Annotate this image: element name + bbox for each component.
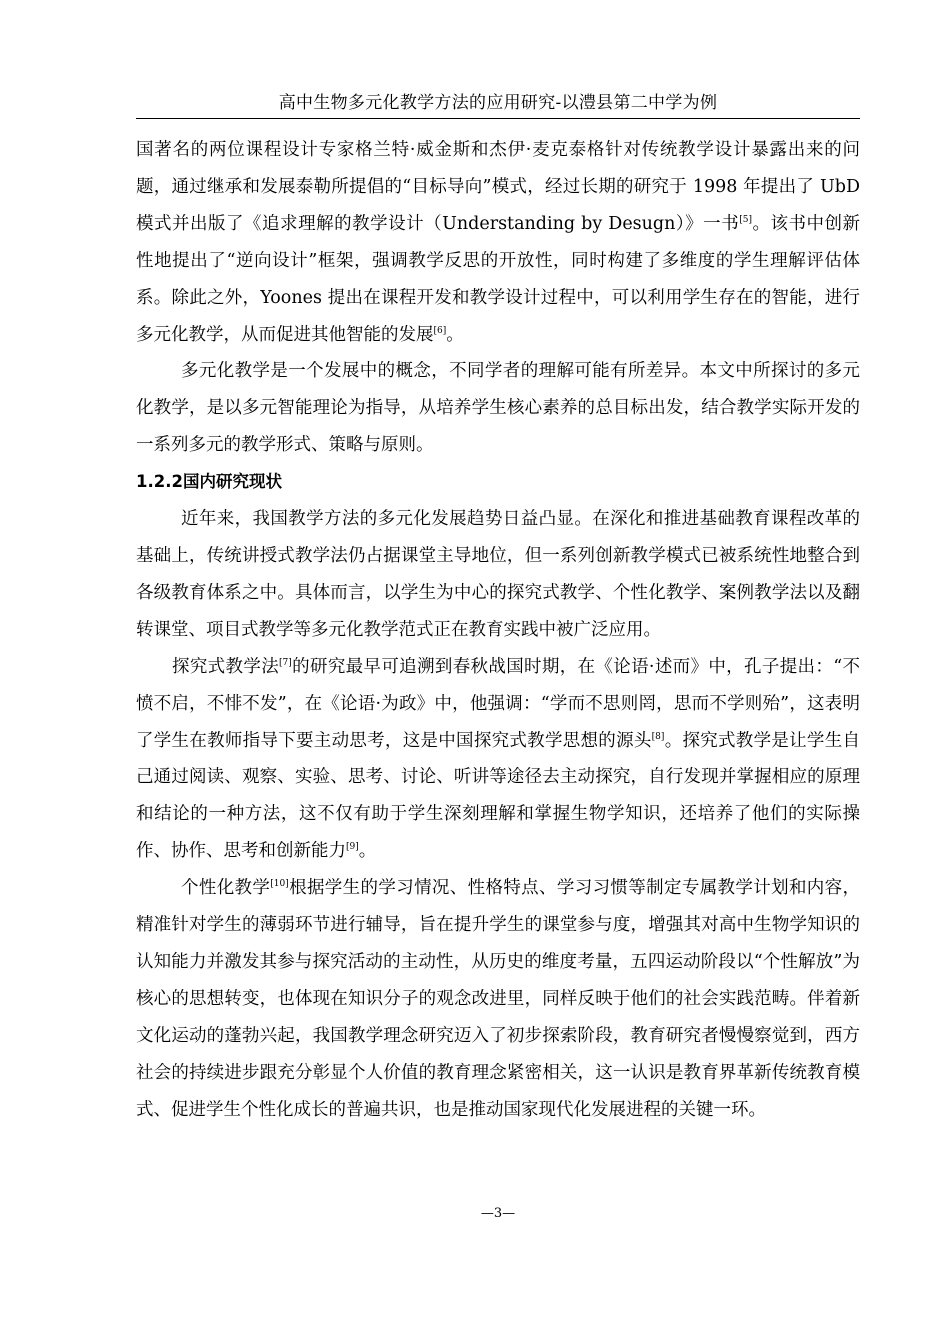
paragraph-5: 个性化教学[10]根据学生的学习情况、性格特点、学习习惯等制定专属教学计划和内容，精准针对学生的薄弱环节进行辅导，旨在提升学生的课堂参与度，增强其对高中生物学知识的认知能力并激发其参与探究活动的主动性，从历史的维度考量，五四运动阶段以“个性解放”为核心的思想转变，也体现在知识分子的观念改进里，同样反映于他们的社会实践范畴。伴着新文化运动的蓬勃兴起，我国教学理念研究迈入了初步探索阶段，教育研究者慢慢察觉到，西方社会的持续进步跟充分彰显个人价值的教育理念紧密相关，这一认识是教育界革新传统教育模式、促进学生个性化成长的普遍共识，也是推动国家现代化发展进程的关键一环。 bbox=[136, 878, 861, 1120]
paragraph-1: 国著名的两位课程设计专家格兰特·威金斯和杰伊·麦克泰格针对传统教学设计暴露出来的问题，通过继承和发展泰勒所提倡的“目标导向”模式，经过长期的研究于 1998 年提出了 UbD 模式并出版了《追求理解的教学设计（Understanding by Desugn）》一书[5]。该书中创新性地提出了“逆向设计”框架，强调教学反思的开放性，同时构建了多维度的学生理解评估体系。除此之外，Yoones 提出在课程开发和教学设计过程中，可以利用学生存在的智能，进行多元化教学，从而促进其他智能的发展[6]。 bbox=[136, 140, 860, 345]
citation-5: [5] bbox=[739, 214, 752, 225]
citation-10: [10] bbox=[270, 879, 289, 890]
paragraph-4: 探究式教学法[7]的研究最早可追溯到春秋战国时期，在《论语·述而》中，孔子提出：“不愤不启，不悱不发”，在《论语·为政》中，他强调：“学而不思则罔，思而不学则殆”，这表明了学生在教师指导下要主动思考，这是中国探究式教学思想的源头[8]。探究式教学是让学生自己通过阅读、观察、实验、思考、讨论、听讲等途径去主动探究，自行发现并掌握相应的原理和结论的一种方法，这不仅有助于学生深刻理解和掌握生物学知识，还培养了他们的实际操作、协作、思考和创新能力[9]。 bbox=[136, 656, 861, 862]
section-heading: 1.2.2国内研究现状 bbox=[136, 472, 282, 492]
body-text bbox=[136, 132, 860, 1128]
header-divider bbox=[136, 118, 860, 119]
citation-9: [9] bbox=[346, 842, 359, 853]
running-header: 高中生物多元化教学方法的应用研究-以澧县第二中学为例 bbox=[278, 93, 718, 113]
paragraph-2: 多元化教学是一个发展中的概念，不同学者的理解可能有所差异。本文中所探讨的多元化教学，是以多元智能理论为指导，从培养学生核心素养的总目标出发，结合教学实际开发的一系列多元的教学形式、策略与原则。 bbox=[136, 361, 860, 456]
paragraph-3: 近年来，我国教学方法的多元化发展趋势日益凸显。在深化和推进基础教育课程改革的基础上，传统讲授式教学法仍占据课堂主导地位，但一系列创新教学模式已被系统性地整合到各级教育体系之中。具体而言，以学生为中心的探究式教学、个性化教学、案例教学法以及翻转课堂、项目式教学等多元化教学范式正在教育实践中被广泛应用。 bbox=[136, 509, 860, 640]
page-number: —3— bbox=[480, 1206, 516, 1221]
citation-8: [8] bbox=[651, 731, 665, 742]
citation-7: [7] bbox=[279, 657, 292, 668]
citation-6: [6] bbox=[433, 325, 447, 336]
